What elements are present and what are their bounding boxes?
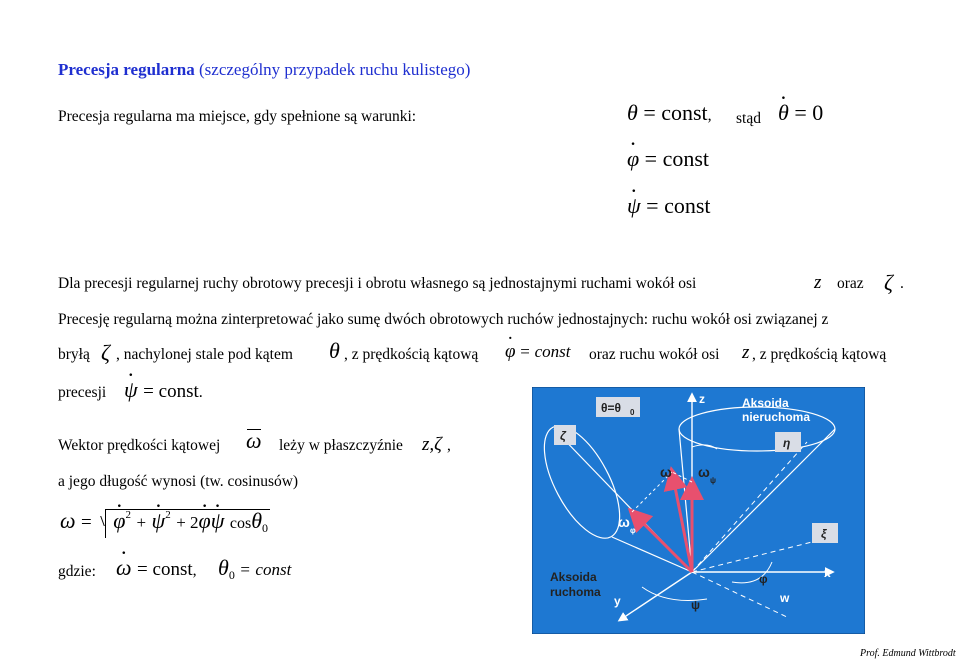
para2-line1: Precesję regularną można zinterpretować jako sumę dwóch obrotowych ruchów jednostajnych: ruchu wokół osi związanej z	[58, 311, 829, 328]
para2-z-pred2: , z prędkością kątową	[752, 346, 887, 363]
psi-dot-symbol: · ψ	[627, 193, 641, 219]
theta-sep: ,	[707, 107, 712, 124]
formula-psi-sq: 2	[165, 509, 171, 521]
gdzie-theta-sub: 0	[228, 568, 235, 582]
gdzie-sep: ,	[192, 562, 197, 579]
fig-aksoida-r1: Aksoida	[550, 570, 597, 584]
phi-dot-rhs: = const	[644, 146, 710, 171]
gdzie-rhs1: = const	[137, 559, 193, 580]
para2-end: .	[198, 384, 203, 401]
fig-y: y	[614, 594, 621, 608]
fig-psi: ψ	[691, 598, 701, 612]
condition-theta-dot	[778, 100, 823, 126]
fig-aksoida-r2: ruchoma	[550, 585, 601, 599]
precession-figure	[532, 387, 865, 634]
gdzie-theta-symbol: θ	[218, 555, 229, 580]
formula-cos: cos	[229, 515, 252, 532]
conditions-intro: Precesja regularna ma miejsce, gdy spełnione są warunki:	[58, 108, 417, 125]
formula-phi2: · φ	[199, 508, 211, 534]
formula-theta: θ	[251, 508, 263, 533]
para2-bryla: bryłą	[58, 346, 90, 363]
para2-phi-rhs-eq: =	[520, 342, 530, 361]
wektor-end: ,	[447, 437, 451, 454]
formula-theta-sub: 0	[262, 521, 269, 535]
para2-precesji: precesji	[58, 384, 107, 401]
formula-omega-symbol: ω	[60, 508, 76, 533]
condition-theta	[627, 100, 712, 126]
theta-rhs: = const	[643, 100, 708, 125]
para1-z: z	[814, 272, 822, 293]
fig-phi: φ	[759, 572, 768, 586]
gdzie-omega	[116, 555, 197, 581]
title-rest: (szczególny przypadek ruchu kulistego)	[194, 60, 471, 79]
fig-theta-eq: θ=θ	[601, 401, 621, 415]
gdzie-omega-symbol: · ω	[116, 555, 132, 581]
dlugosc-text: a jego długość wynosi (tw. cosinusów)	[58, 473, 299, 490]
para1-text: Dla precesji regularnej ruchy obrotowy precesji i obrotu własnego są jednostajnymi ruchami wokół osi	[58, 275, 697, 292]
stad-label: stąd	[736, 110, 761, 127]
fig-w: w	[780, 591, 790, 605]
fig-z: z	[699, 392, 705, 406]
gdzie-theta0	[218, 555, 291, 583]
page-title	[58, 60, 470, 80]
fig-aksoida-n2: nieruchoma	[742, 410, 811, 424]
para2-psi-dot	[124, 377, 203, 403]
title-strong: Precesja regularna	[58, 60, 195, 79]
fig-zeta: ζ	[560, 429, 566, 443]
wektor-text: Wektor prędkości kątowej	[58, 437, 221, 454]
psi-dot-rhs: = const	[646, 193, 711, 218]
theta-dot-rhs: = 0	[794, 100, 824, 125]
fig-omega-psi: ω	[698, 464, 710, 480]
wektor-lezy: leży w płaszczyźnie	[279, 437, 403, 454]
para2-z-pred: , z prędkością kątową	[344, 346, 479, 363]
para1-end: .	[900, 275, 904, 292]
fig-x: x	[824, 566, 831, 580]
para1-oraz: oraz	[837, 275, 864, 292]
para2-phi-const: const	[534, 342, 571, 361]
omega-vector-symbol: ω	[246, 428, 262, 453]
condition-phi-dot	[627, 146, 709, 172]
footer-author: Prof. Edmund Wittbrodt	[860, 648, 956, 659]
para2-zeta: ζ	[101, 340, 110, 365]
theta-dot-symbol: · θ	[778, 100, 789, 126]
formula-omega	[60, 508, 268, 536]
para2-phi-symbol: · φ	[505, 341, 516, 363]
fig-theta-sub: 0	[630, 408, 635, 417]
phi-dot-symbol: · φ	[627, 146, 639, 172]
formula-plus2: + 2	[176, 513, 199, 532]
condition-psi-dot	[627, 193, 711, 219]
para2-nachylonej: , nachylonej stale pod kątem	[116, 346, 293, 363]
formula-psi: · ψ	[152, 508, 166, 534]
fig-omega-phi: ω	[618, 514, 630, 530]
para2-theta: θ	[329, 338, 340, 363]
para2-psi-rhs: = const	[143, 381, 199, 402]
fig-omega: ω	[660, 464, 672, 480]
gdzie-label: gdzie:	[58, 563, 96, 580]
para2-oraz-ruchu: oraz ruchu wokół osi	[589, 346, 720, 363]
formula-plus1: +	[136, 513, 147, 532]
gdzie-const: const	[255, 560, 292, 579]
theta-symbol: θ	[627, 100, 638, 125]
para1-zeta: ζ	[884, 270, 893, 295]
fig-omega-psi-sub: ψ	[710, 476, 717, 485]
para2-psi-symbol: · ψ	[124, 377, 138, 403]
fig-omega-phi-sub: φ	[630, 526, 636, 535]
wektor-plane: z,ζ	[422, 434, 442, 455]
formula-phi-sq: 2	[125, 509, 131, 521]
formula-psi2: · ψ	[211, 508, 225, 534]
wektor-omega	[246, 428, 262, 454]
fig-xi: ξ	[821, 527, 827, 541]
formula-eq: =	[81, 512, 92, 533]
para2-z: z	[742, 342, 750, 363]
formula-phi: · φ	[113, 508, 125, 534]
fig-eta: η	[783, 436, 791, 450]
gdzie-rhs2-eq: =	[240, 560, 250, 579]
para2-phi-dot	[505, 341, 571, 363]
formula-sqrt	[97, 508, 268, 536]
fig-aksoida-n1: Aksoida	[742, 396, 789, 410]
